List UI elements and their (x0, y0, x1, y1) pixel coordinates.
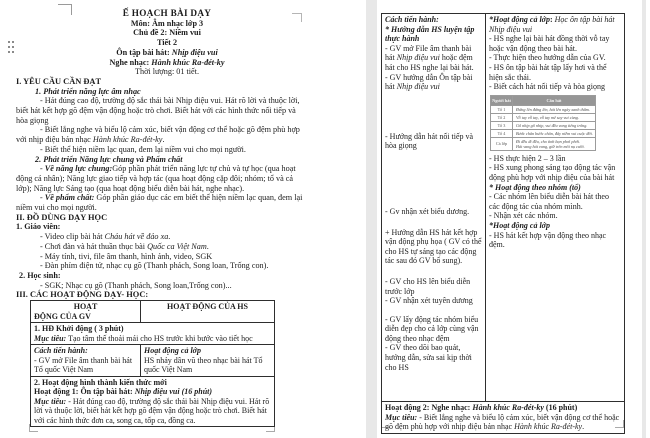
paragraph: Cách tiến hành: (34, 346, 88, 356)
paragraph: - HS thực hiện 2 – 3 lần (489, 153, 566, 163)
paragraph: HS nhảy dân vũ theo nhạc bài hát Tổ quốc Việt Nam (144, 355, 263, 375)
paragraph: + Hướng dẫn HS hát kết hợp vận động phụ họa ( GV có thể cho HS tự sáng tạo các động tác sau đó GV bổ sung). (385, 227, 482, 266)
doc-topic: Chủ đề 2: Niềm vui (133, 28, 201, 38)
margin-dots-artifact (8, 41, 10, 43)
paragraph: - Hướng dẫn hát nối tiếp và hòa giọng (385, 131, 474, 151)
subsection-heading: 2. Phát triển Năng lực chung và Phẩm chất (35, 154, 183, 164)
merged-cell (382, 402, 625, 434)
paragraph: - Gv nhận xét biểu dương. (385, 206, 470, 216)
paragraph: - GV theo dõi bao quát, hướng dẫn, sửa sai kịp thời cho HS (385, 343, 472, 372)
gv-cell (31, 345, 141, 377)
paragraph: - Biết cách hát nối tiếp và hòa giọng (489, 82, 605, 92)
table-row (382, 14, 625, 402)
activity-title: Hoạt động 2: Nghe nhạc: Hành khúc Ra-đét-ky (16 phút) (385, 403, 578, 412)
paragraph: - Về phẩm chất: Góp phần giáo dục các em biết thể hiện niềm lạc quan, đem lại niềm vui cho mọi người. (16, 193, 303, 213)
header-cell-hs: HOẠT ĐỘNG CỦA HS (141, 301, 275, 323)
subsection-heading: 1. Phát triển năng lực âm nhạc (35, 86, 141, 96)
hs-cell (141, 345, 275, 377)
paragraph: - Biết thể hiện niềm lạc quan, đem lại niềm vui cho mọi người. (40, 144, 246, 154)
activity-subtitle: Hoạt động 1: Ôn tập bài hát: Nhịp điệu vui (16 phút) (34, 387, 213, 397)
paragraph: - HS xung phong sáng tạo động tác vận động phù hợp với nhịp điệu của bài hát (489, 163, 616, 182)
paragraph: - Hát đúng cao độ, trường độ sắc thái bài Nhịp điệu vui. Hát rõ lời và thuộc lời, biết hát kết hợp gõ đệm vận động hoặc trò chơi. Biết hát với các hình thức nối tiếp và hòa giọng (16, 96, 300, 125)
paragraph: - GV lấy động tác nhóm biểu diễn đẹp cho cả lớp cùng vận động theo nhạc đệm (385, 314, 479, 343)
section-heading-2: II. ĐỒ DÙNG DẠY HỌC (16, 212, 108, 222)
paragraph: Cách tiến hành: (385, 15, 439, 24)
activity-goal: Mục tiêu: - Biết lắng nghe và biểu lộ cảm xúc, biết vận động cơ thể hoặc gõ đệm phù hợp với nhịp điệu bản nhạc Hành khúc Ra-đét-ky. (385, 412, 620, 432)
hs-cell (486, 14, 625, 402)
paragraph: - Thực hiện theo hướng dẫn của GV. (489, 53, 606, 63)
paragraph: - HS nghe lại bài hát đồng thời vỗ tay hoặc vận động theo bài hát. (489, 34, 610, 53)
mini-row: Tổ 3 Gõ nhịp gõ nhịp, vui đều vang tiếng trống. (491, 121, 596, 129)
lyric-line: Hát vang hát vang, giữ trên môi nụ cười. (516, 143, 585, 149)
merged-cell (31, 376, 275, 427)
section-heading-1: I. YÊU CẦU CẦN ĐẠT (16, 76, 102, 86)
paragraph: Hoạt động cả lớp (144, 346, 201, 356)
mini-header-lyric: Câu hát (513, 95, 596, 105)
singing-order-table (490, 95, 596, 151)
table-row (31, 345, 275, 377)
paragraph: - GV nhận xét tuyên dương (385, 296, 473, 306)
paragraph: - Đàn phím điện tử, nhạc cụ gõ (Thanh phách, Song loan, Trống con). (40, 261, 269, 271)
table-row (31, 376, 275, 427)
paragraph: - GV mở File âm thanh bài hát Nhịp điệu vui hoặc đệm hát cho HS nghe lại bài hát. (385, 43, 474, 72)
paragraph: - Máy tính, tivi, file âm thanh, hình ảnh, video, SGK (40, 251, 213, 261)
lyric-line: Đi đều đi đều, cho tình bạn phơi phới. (516, 138, 581, 144)
paragraph: - HS hát kết hợp vận động theo nhạc đệm. (489, 230, 607, 250)
paragraph: *Hoạt động cả lớp (489, 220, 550, 230)
doc-review-line: Ôn tập bài hát: Nhịp điệu vui (116, 47, 218, 57)
table-header-row (31, 301, 275, 323)
paragraph: - GV mở File âm thanh bài hát Tổ quốc Việt Nam (34, 355, 133, 375)
subsection-heading: 1. Giáo viên: (16, 222, 61, 232)
doc-header (16, 9, 304, 77)
doc-duration: Thời lượng: 01 tiết. (134, 67, 200, 77)
section-heading-3: III. CÁC HOẠT ĐỘNG DẠY- HỌC: (16, 290, 149, 300)
doc-listen-line: Nghe nhạc: Hành khúc Ra-đét-ky (109, 57, 225, 67)
paragraph: - Video clip bài hát Cháu hát về đảo xa. (40, 232, 171, 242)
header-cell-gv: HOẠT ĐỘNG CỦA GV (31, 301, 141, 323)
mini-row: Tổ 1 Đứng lên đứng lên, hát lên ngày xanh thắm. (491, 105, 596, 113)
mini-header-row (491, 95, 596, 105)
mini-row: Tổ 4 Bước chân bước chân, đây niềm vui cuộc đời. (491, 129, 596, 137)
paragraph: - Các nhóm lên biểu diễn bài hát theo các động tác của nhóm mình. (489, 192, 609, 211)
gv-cell (382, 14, 486, 402)
page-right (377, 0, 642, 438)
activity-title: 1. HĐ Khởi động ( 3 phút) (34, 324, 124, 334)
paragraph: *Hoạt động cả lớp: Học ôn tập bài hát Nhịp điệu vui (489, 15, 615, 34)
mini-row: Cả lớp Đi đều đi đều, cho tình bạn phơi phới. Hát vang hát vang, giữ trên môi nụ cười. (491, 137, 596, 150)
activities-table-continued (381, 13, 625, 434)
activity-title: 2. Hoạt động hình thành kiến thức mới (34, 377, 167, 387)
paragraph: - Về năng lực chung:Góp phần phát triển năng lực tự chủ và tự học (qua hoạt động cá nhân); Năng lực giao tiếp và hợp tác (qua hoạt động cặp đôi; nhóm; tổ và cả lớp); Năng lực Sáng tạo (qua hoạt động biểu diễn bài hát, nghe nhạc). (16, 164, 296, 193)
paragraph: - GV hướng dẫn Ôn tập bài hát Nhịp điệu vui (385, 72, 473, 92)
table-row (31, 323, 275, 345)
page-next-edge (646, 0, 650, 438)
doc-title: Ế HOẠCH BÀI DẠY (122, 8, 212, 18)
left-page-content (16, 9, 304, 427)
paragraph: - Biết lắng nghe và biểu lộ cảm xúc, biết vận động cơ thể hoặc gõ đệm phù hợp với nhịp điệu bản nhạc Hành khúc Ra-đét-ky. (16, 125, 300, 145)
paragraph: - Chơi đàn và hát thuần thục bài Quốc ca Việt Nam. (40, 241, 209, 251)
paragraph: - Nhận xét các nhóm. (489, 211, 558, 221)
table-row (382, 402, 625, 434)
activity-goal: Mục tiêu: - Hát đúng cao độ, trường độ sắc thái bài Nhịp điệu vui. Hát rõ lời và thuộc lời, biết hát kết hợp gõ đệm vận động hoặc trò chơi. Biết hát với các hình thức đơn ca, song ca, tốp ca, đồng ca. (34, 396, 270, 425)
doc-subject: Môn: Âm nhạc lớp 3 (130, 18, 204, 28)
paragraph: - SGK; Nhạc cụ gõ (Thanh phách, Song loan,Trống con)... (40, 280, 232, 290)
mini-row: Tổ 2 Vỗ tay vỗ tay, vỗ tay mê say vui cùng. (491, 113, 596, 121)
doc-period: Tiết 2 (156, 38, 178, 48)
paragraph: - GV cho HS lên biểu diễn trước lớp (385, 276, 471, 296)
mini-header-singer: Người hát (491, 95, 513, 105)
subsection-heading: 2. Học sinh: (19, 270, 61, 280)
paragraph: * Hướng dẫn HS luyện tập thực hành (385, 24, 475, 44)
activities-table (30, 300, 275, 427)
paragraph: * Hoạt động theo nhóm (tổ) (489, 182, 581, 192)
activity-goal: Mục tiêu: Tạo tâm thế thoải mái cho HS trước khi bước vào tiết học (34, 333, 253, 343)
merged-cell (31, 323, 275, 345)
paragraph: - HS ôn tập bài hát tập lấy hơi và thể hiện sắc thái. (489, 62, 607, 82)
